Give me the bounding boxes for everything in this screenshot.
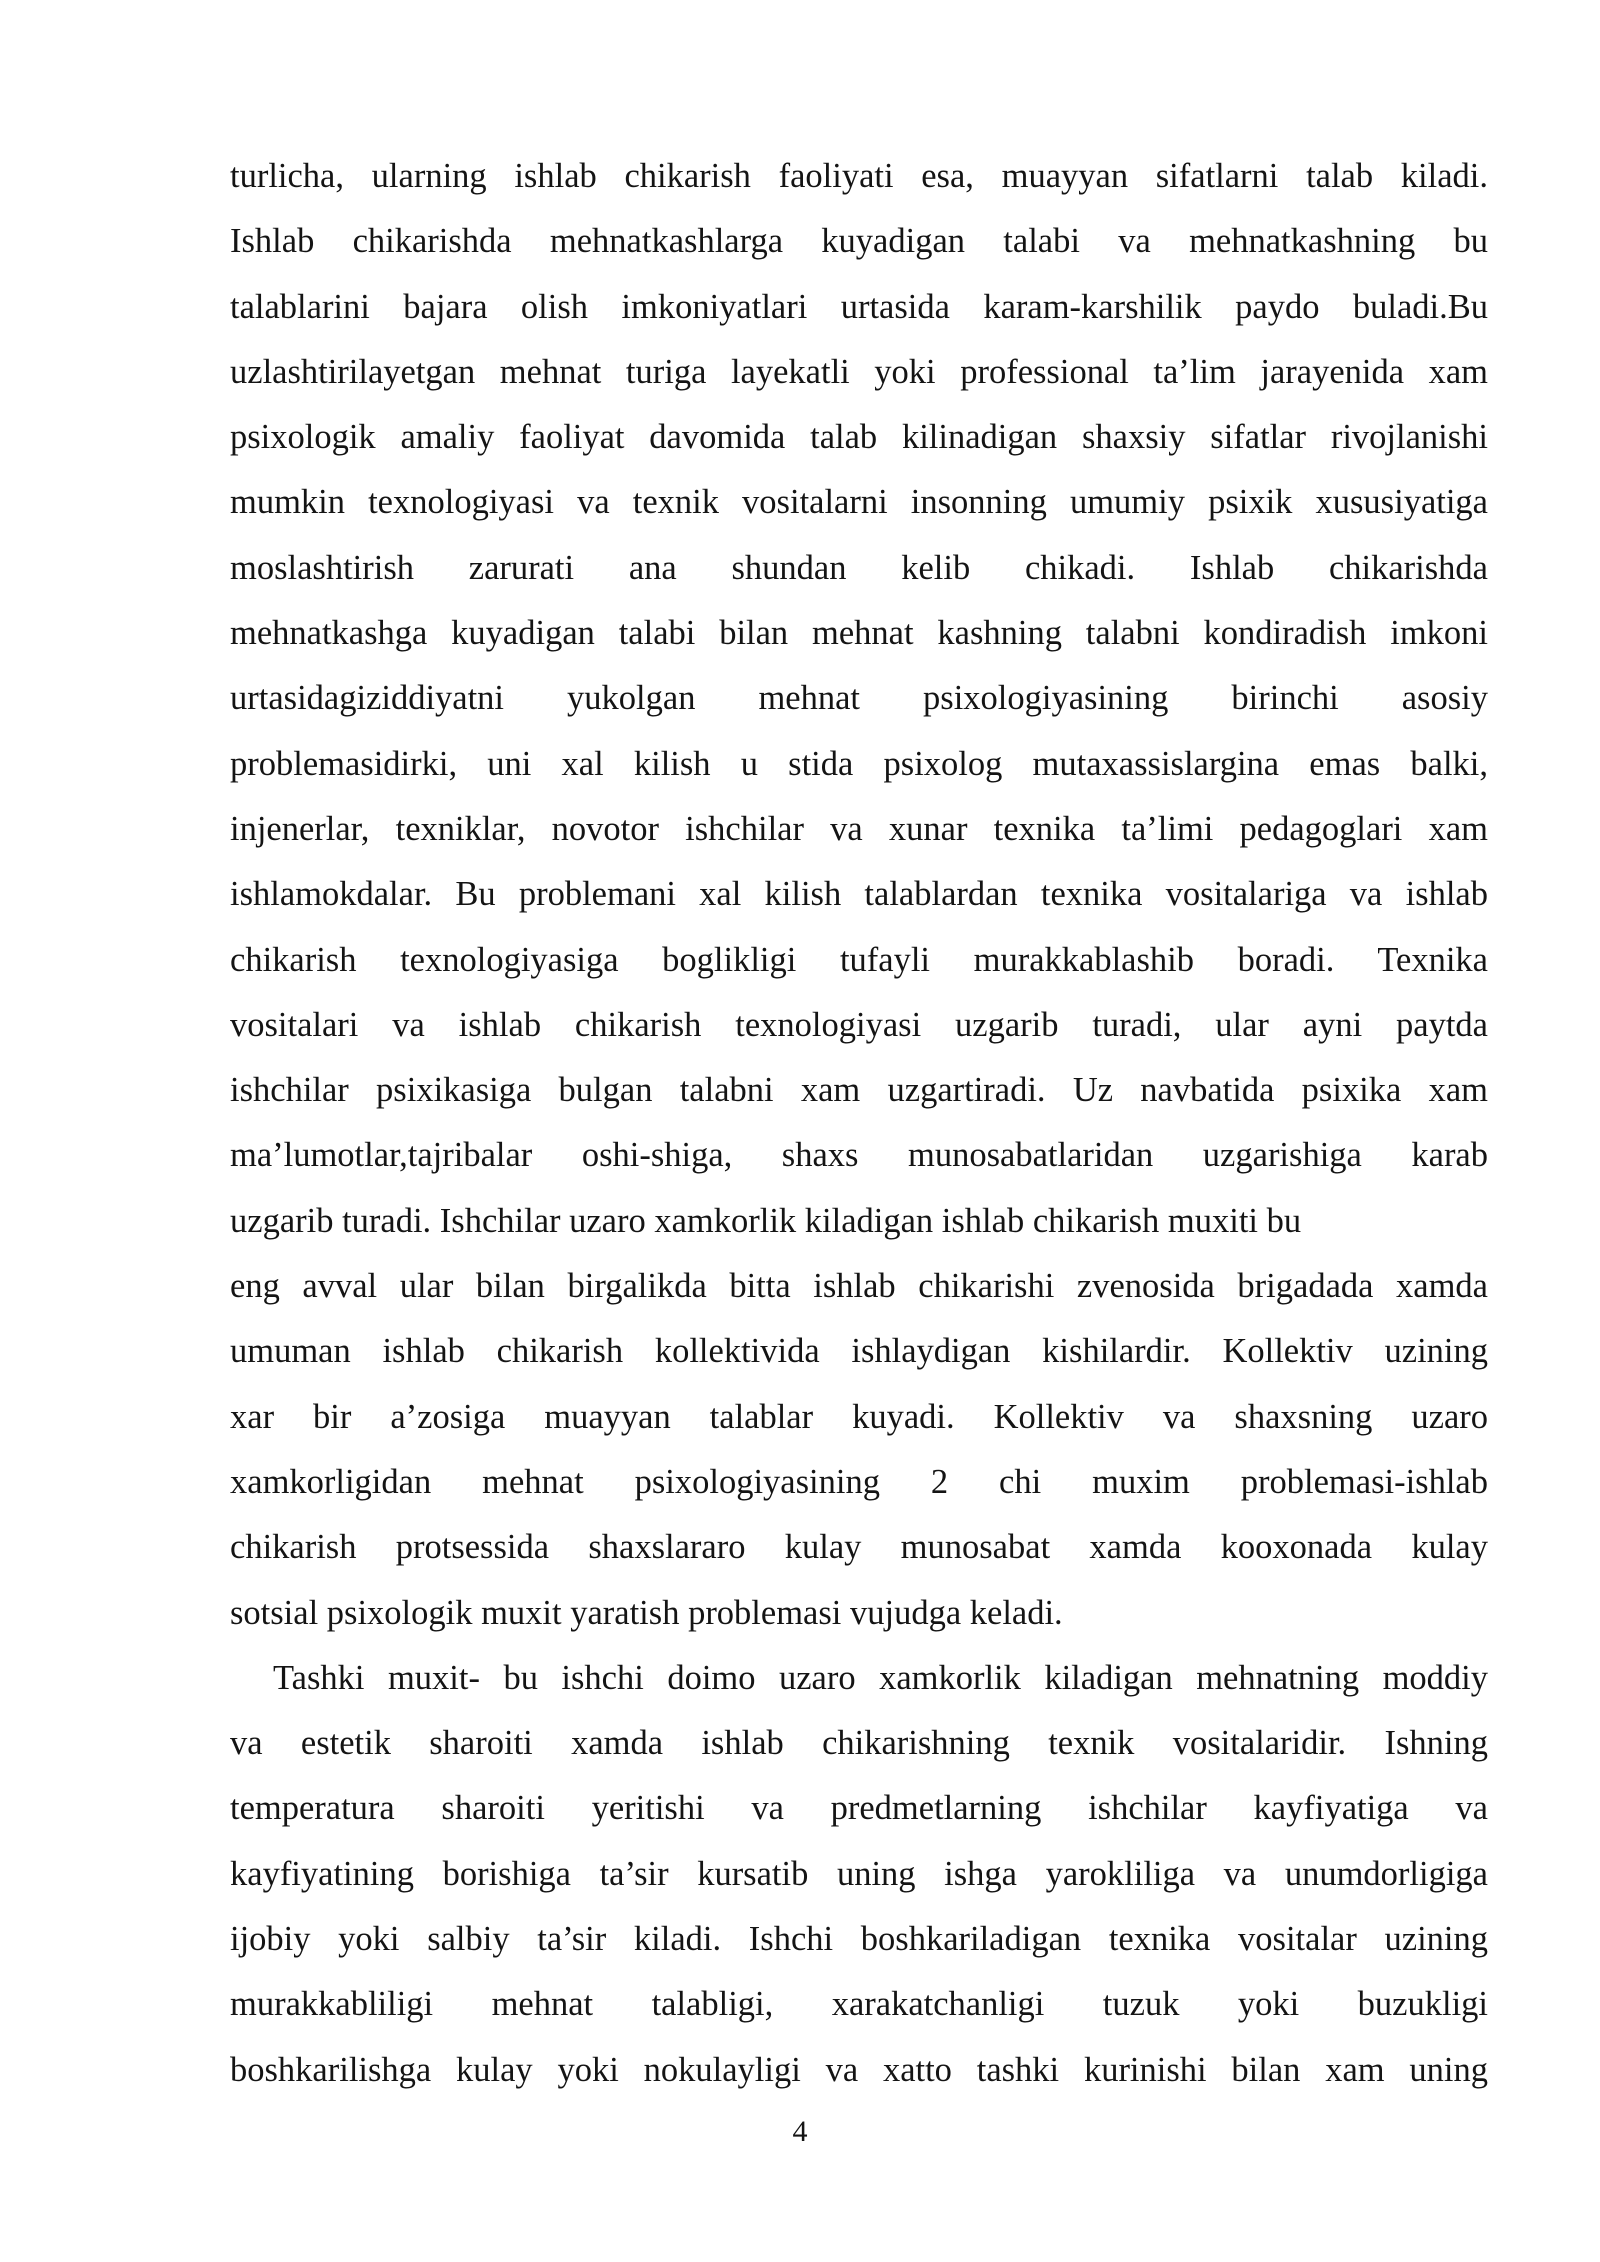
text-line: ishlamokdalar. Bu problemani xal kilish talablardan texnika vositalariga va ishlab	[230, 875, 1488, 914]
text-line: eng avval ular bilan birgalikda bitta ishlab chikarishi zvenosida brigadada xamda	[230, 1267, 1488, 1306]
body-text	[230, 152, 1488, 2111]
text-line: va estetik sharoiti xamda ishlab chikarishning texnik vositalaridir. Ishning	[230, 1724, 1488, 1763]
text-line: temperatura sharoiti yeritishi va predmetlarning ishchilar kayfiyatiga va	[230, 1789, 1488, 1828]
text-line: mumkin texnologiyasi va texnik vositalarni insonning umumiy psixik xususiyatiga	[230, 483, 1488, 522]
text-line: chikarish protsessida shaxslararo kulay munosabat xamda kooxonada kulay	[230, 1528, 1488, 1567]
text-line: talablarini bajara olish imkoniyatlari urtasida karam-karshilik paydo buladi.Bu	[230, 287, 1488, 326]
text-line: umuman ishlab chikarish kollektivida ishlaydigan kishilardir. Kollektiv uzining	[230, 1332, 1488, 1371]
text-line: urtasidagiziddiyatni yukolgan mehnat psixologiyasining birinchi asosiy	[230, 679, 1488, 718]
text-line: sotsial psixologik muxit yaratish problemasi vujudga keladi.	[230, 1593, 1063, 1632]
text-line: injenerlar, texniklar, novotor ishchilar va xunar texnika ta’limi pedagoglari xam	[230, 809, 1488, 848]
text-line: uzlashtirilayetgan mehnat turiga layekatli yoki professional ta’lim jarayenida xam	[230, 352, 1488, 391]
text-line: xamkorligidan mehnat psixologiyasining 2 chi muxim problemasi-ishlab	[230, 1462, 1488, 1501]
text-line: vositalari va ishlab chikarish texnologiyasi uzgarib turadi, ular ayni paytda	[230, 1005, 1488, 1044]
text-line: ma’lumotlar,tajribalar oshi-shiga, shaxs munosabatlaridan uzgarishiga karab	[230, 1136, 1488, 1175]
text-line: turlicha, ularning ishlab chikarish faoliyati esa, muayyan sifatlarni talab kiladi.	[230, 157, 1488, 195]
paragraph-first-line: Tashki muxit- bu ishchi doimo uzaro xamkorlik kiladigan mehnatning moddiy	[273, 1658, 1488, 1697]
text-line: kayfiyatining borishiga ta’sir kursatib uning ishga yarokliliga va unumdorligiga	[230, 1854, 1488, 1893]
text-line: ishchilar psixikasiga bulgan talabni xam uzgartiradi. Uz navbatida psixika xam	[230, 1071, 1488, 1110]
text-line: boshkarilishga kulay yoki nokulayligi va xatto tashki kurinishi bilan xam uning	[230, 2050, 1488, 2089]
text-line: mehnatkashga kuyadigan talabi bilan mehnat kashning talabni kondiradish imkoni	[230, 614, 1488, 653]
text-line: psixologik amaliy faoliyat davomida talab kilinadigan shaxsiy sifatlar rivojlanishi	[230, 418, 1488, 457]
text-line: uzgarib turadi. Ishchilar uzaro xamkorlik kiladigan ishlab chikarish muxiti bu	[230, 1201, 1302, 1240]
text-line: moslashtirish zarurati ana shundan kelib chikadi. Ishlab chikarishda	[230, 548, 1488, 587]
text-line: chikarish texnologiyasiga boglikligi tufayli murakkablashib boradi. Texnika	[230, 940, 1488, 979]
text-line: xar bir a’zosiga muayyan talablar kuyadi. Kollektiv va shaxsning uzaro	[230, 1397, 1488, 1436]
text-line: Ishlab chikarishda mehnatkashlarga kuyadigan talabi va mehnatkashning bu	[230, 222, 1488, 261]
text-line: murakkabliligi mehnat talabligi, xarakatchanligi tuzuk yoki buzukligi	[230, 1985, 1488, 2024]
page-number: 4	[792, 2115, 808, 2148]
text-line: problemasidirki, uni xal kilish u stida psixolog mutaxassislargina emas balki,	[230, 744, 1488, 783]
text-line: ijobiy yoki salbiy ta’sir kiladi. Ishchi boshkariladigan texnika vositalar uzining	[230, 1920, 1488, 1959]
